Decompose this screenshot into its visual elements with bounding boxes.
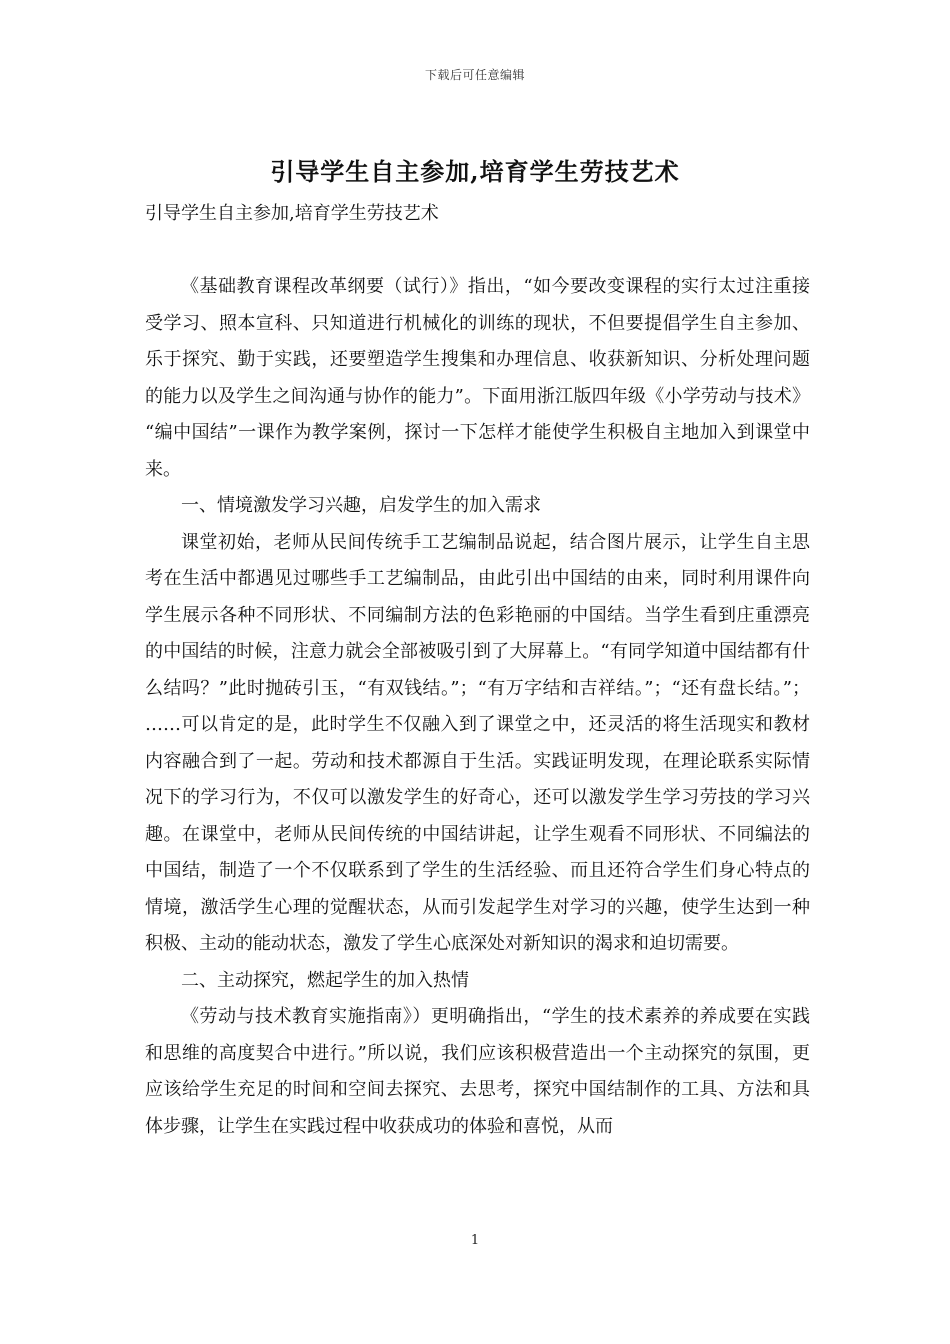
paragraph-intro: 《基础教育课程改革纲要（试行）》指出，“如今要改变课程的实行太过注重接受学习、照本宣科、只知道进行机械化的训练的现状，不但要提倡学生自主参加、乐于探究、勤于实践，还要塑造学生搜集和办理信息、收获新知识、分析处理问题的能力以及学生之间沟通与协作的能力”。下面用浙江版四年级《小学劳动与技术》 “编中国结”一课作为教学案例，探讨一下怎样才能使学生积极自主地加入到课堂中来。 [145, 276, 810, 480]
section-heading-2: 二、主动探究，燃起学生的加入热情 [181, 969, 469, 991]
document-body [145, 269, 810, 1145]
section-heading-1: 一、情境激发学习兴趣，启发学生的加入需求 [181, 495, 541, 516]
page-number: 1 [470, 1233, 480, 1248]
document-title: 引导学生自主参加,培育学生劳技艺术 [270, 157, 680, 186]
document-subtitle: 引导学生自主参加,培育学生劳技艺术 [145, 203, 439, 224]
paragraph-section-1: 课堂初始，老师从民间传统手工艺编制品说起，结合图片展示，让学生自主思考在生活中都遇见过哪些手工艺编制品，由此引出中国结的由来，同时利用课件向学生展示各种不同形状、不同编制方法的色彩艳丽的中国结。当学生看到庄重漂亮的中国结的时候，注意力就会全部被吸引到了大屏幕上。“有同学知道中国结都有什么结吗？”此时抛砖引玉，“有双钱结。”；“有万字结和吉祥结。”；“还有盘长结。”； ……可以肯定的是，此时学生不仅融入到了课堂之中，还灵活的将生活现实和教材内容融合到了一起。劳动和技术都源自于生活。实践证明发现，在理论联系实际情况下的学习行为，不仅可以激发学生的好奇心，还可以激发学生学习劳技的学习兴趣。在课堂中，老师从民间传统的中国结讲起，让学生观看不同形状、不同编法的中国结，制造了一个不仅联系到了学生的生活经验、而且还符合学生们身心特点的情境，激活学生心理的觉醒状态，从而引发起学生对学习的兴趣，使学生达到一种积极、主动的能动状态，激发了学生心底深处对新知识的渴求和迫切需要。 [145, 531, 810, 954]
header-note: 下载后可任意编辑 [424, 68, 525, 82]
paragraph-section-2: 《劳动与技术教育实施指南》）更明确指出，“学生的技术素养的养成要在实践和思维的高度契合中进行。”所以说，我们应该积极营造出一个主动探究的氛围，更应该给学生充足的时间和空间去探究、去思考，探究中国结制作的工具、方法和具体步骤，让学生在实践过程中收获成功的体验和喜悦，从而 [145, 1006, 810, 1137]
